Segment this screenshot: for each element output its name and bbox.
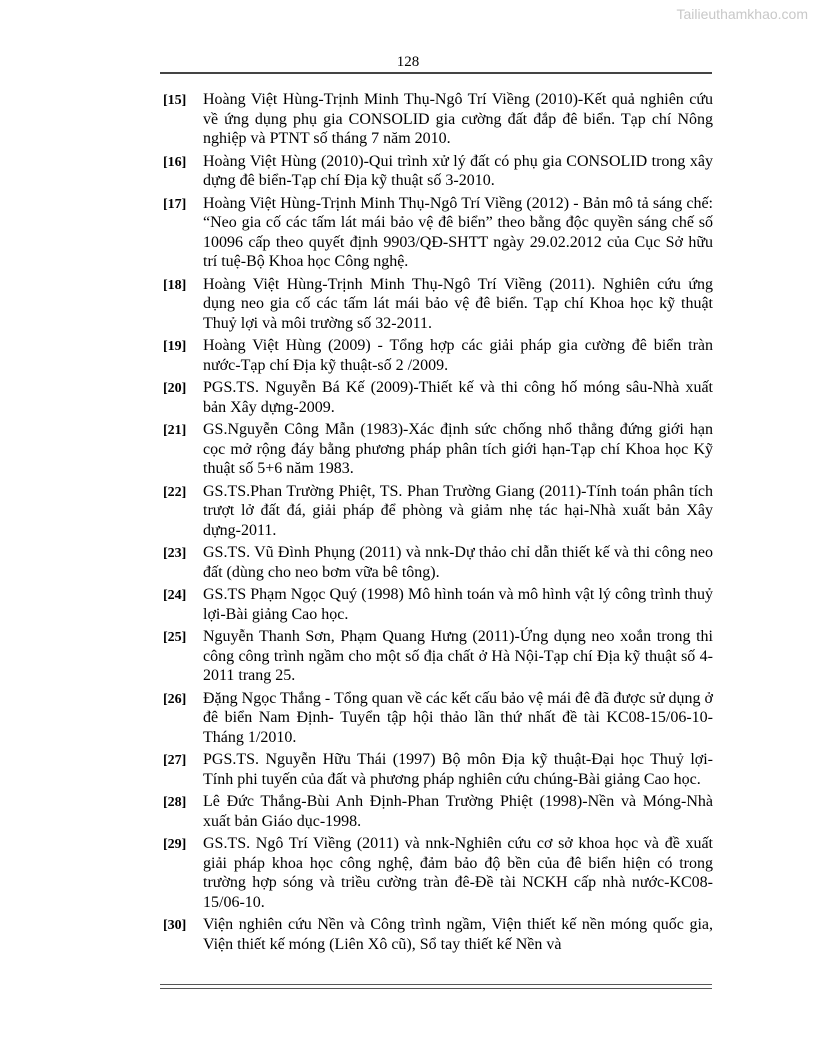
reference-number: [21] (163, 423, 187, 438)
header-rule (160, 72, 712, 74)
reference-text: Viện nghiên cứu Nền và Công trình ngầm, Viện thiết kế nền móng quốc gia, Viện thiết kế móng (Liên Xô cũ), Sổ tay thiết kế Nền và (203, 916, 713, 953)
reference-number: [26] (163, 691, 187, 707)
reference-number: [27] (163, 753, 187, 768)
reference-item (163, 275, 713, 334)
reference-item (163, 420, 713, 479)
reference-text: Hoàng Việt Hùng (2009) - Tổng hợp các giải pháp gia cường đê biển tràn nước-Tạp chí Địa kỹ thuật-số 2 /2009. (203, 337, 713, 374)
reference-item (163, 689, 713, 748)
reference-number: [19] (163, 339, 187, 354)
reference-number: [23] (163, 546, 187, 561)
reference-number: [17] (163, 196, 187, 212)
watermark: Tailieuthamkhao.com (676, 6, 808, 22)
reference-text: GS.Nguyễn Công Mẫn (1983)-Xác định sức chống nhổ thẳng đứng giới hạn cọc mở rộng đáy bằng phương pháp phân tích giới hạn-Tạp chí Khoa học Kỹ thuật số 5+6 năm 1983. (203, 421, 713, 477)
reference-text: Hoàng Việt Hùng-Trịnh Minh Thụ-Ngô Trí Viềng (2012) - Bản mô tả sáng chế: “Neo gia cố các tấm lát mái bảo vệ đê biển” theo bằng độc quyền sáng chế số 10096 cấp theo quyết định 9903/QĐ-SHTT ngày 29.02.2012 của Cục Sở hữu trí tuệ-Bộ Khoa học Công nghệ. (203, 194, 713, 270)
reference-number: [18] (163, 277, 187, 293)
reference-item (163, 152, 713, 191)
reference-text: Hoàng Việt Hùng (2010)-Qui trình xử lý đất có phụ gia CONSOLID trong xây dựng đê biển-Tạp chí Địa kỹ thuật số 3-2010. (203, 152, 713, 189)
reference-number: [15] (163, 93, 187, 108)
reference-list (163, 90, 713, 957)
reference-number: [28] (163, 795, 187, 810)
reference-text: Nguyễn Thanh Sơn, Phạm Quang Hưng (2011)-Ứng dụng neo xoắn trong thi công công trình ngầm cho một số địa chất ở Hà Nội-Tạp chí Địa kỹ thuật số 4-2011 trang 25. (203, 628, 713, 684)
reference-number: [29] (163, 837, 187, 852)
reference-number: [25] (163, 630, 187, 645)
reference-item (163, 194, 713, 272)
reference-number: [22] (163, 484, 187, 500)
reference-text: GS.TS. Ngô Trí Viềng (2011) và nnk-Nghiên cứu cơ sở khoa học và đề xuất giải pháp khoa học công nghệ, đảm bảo độ bền của đê biển hiện có trong trường hợp sóng và triều cường tràn đê-Đề tài NCKH cấp nhà nước-KC08-15/06-10. (203, 835, 713, 911)
reference-number: [20] (163, 381, 187, 396)
reference-item (163, 627, 713, 686)
reference-item (163, 378, 713, 417)
reference-text: Lê Đức Thắng-Bùi Anh Định-Phan Trường Phiệt (1998)-Nền và Móng-Nhà xuất bản Giáo dục-1998. (203, 793, 713, 830)
reference-item (163, 915, 713, 954)
reference-item (163, 750, 713, 789)
reference-number: [30] (163, 918, 187, 933)
reference-text: GS.TS Phạm Ngọc Quý (1998) Mô hình toán và mô hình vật lý công trình thuỷ lợi-Bài giảng Cao học. (203, 586, 713, 623)
reference-item (163, 792, 713, 831)
reference-text: GS.TS. Vũ Đình Phụng (2011) và nnk-Dự thảo chỉ dẫn thiết kế và thi công neo đất (dùng cho neo bơm vữa bê tông). (203, 544, 713, 581)
page-number: 128 (396, 54, 420, 70)
reference-number: [16] (163, 154, 187, 170)
reference-item (163, 336, 713, 375)
reference-item (163, 585, 713, 624)
footer-rule (160, 984, 712, 989)
reference-text: GS.TS.Phan Trường Phiệt, TS. Phan Trường Giang (2011)-Tính toán phân tích trượt lở đất đá, giải pháp để phòng và giảm nhẹ tác hại-Nhà xuất bản Xây dựng-2011. (203, 482, 713, 539)
reference-item (163, 543, 713, 582)
reference-item (163, 90, 713, 149)
reference-text: Hoàng Việt Hùng-Trịnh Minh Thụ-Ngô Trí Viềng (2011). Nghiên cứu ứng dụng neo gia cố các tấm lát mái bảo vệ đê biển. Tạp chí Khoa học kỹ thuật Thuỷ lợi và môi trường số 32-2011. (203, 275, 713, 332)
reference-number: [24] (163, 588, 187, 603)
reference-text: PGS.TS. Nguyễn Bá Kế (2009)-Thiết kế và thi công hố móng sâu-Nhà xuất bản Xây dựng-2009. (203, 379, 713, 416)
reference-item (163, 834, 713, 912)
reference-text: Hoàng Việt Hùng-Trịnh Minh Thụ-Ngô Trí Viềng (2010)-Kết quả nghiên cứu về ứng dụng phụ gia CONSOLID gia cường đất đắp đê biển. Tạp chí Nông nghiệp và PTNT số tháng 7 năm 2010. (203, 91, 713, 147)
reference-text: Đặng Ngọc Thắng - Tổng quan về các kết cấu bảo vệ mái đê đã được sử dụng ở đê biển Nam Định- Tuyển tập hội thảo lần thứ nhất đề tài KC08-15/06-10-Tháng 1/2010. (203, 689, 713, 746)
reference-text: PGS.TS. Nguyễn Hữu Thái (1997) Bộ môn Địa kỹ thuật-Đại học Thuỷ lợi-Tính phi tuyến của đất và phương pháp nghiên cứu chúng-Bài giảng Cao học. (203, 751, 713, 788)
reference-item (163, 482, 713, 541)
